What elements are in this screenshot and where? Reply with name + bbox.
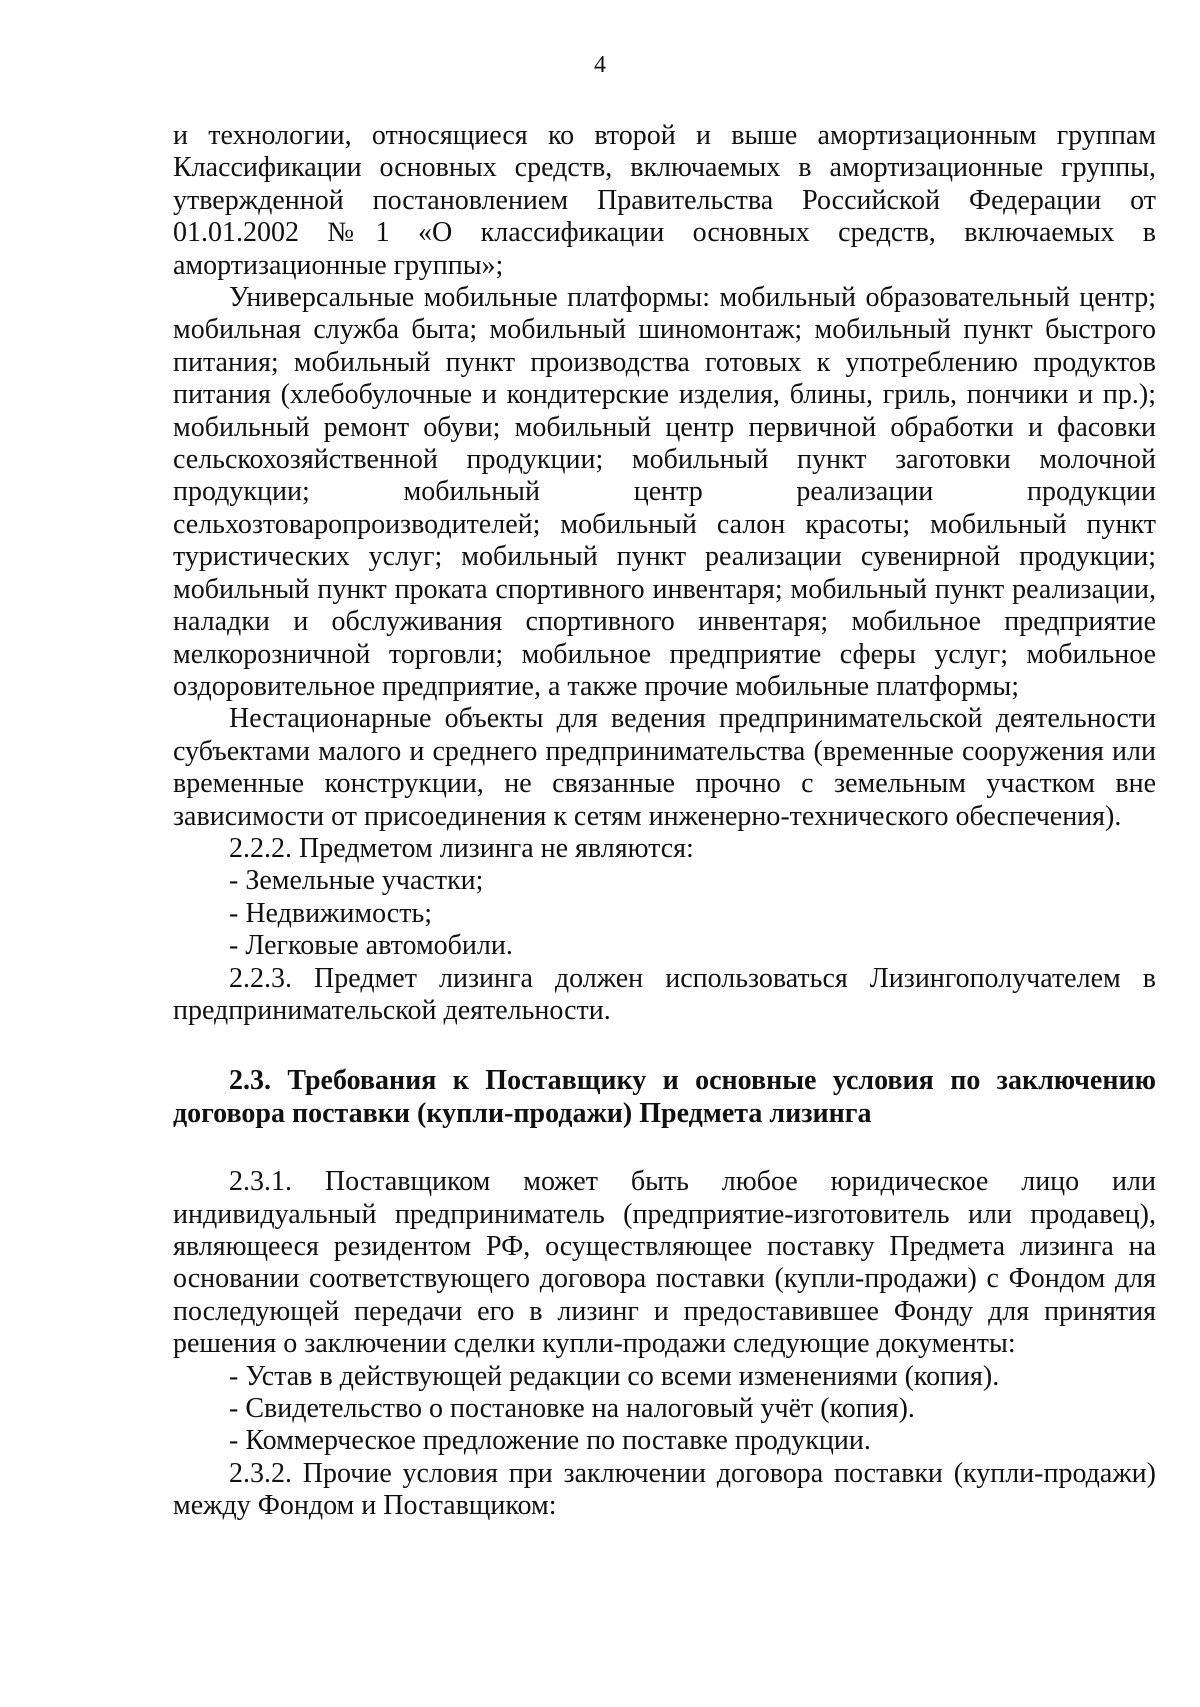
list-item-document: - Устав в действующей редакции со всеми изменениями (копия).	[229, 1360, 1000, 1392]
page-number: 4	[594, 52, 606, 78]
document-body	[173, 120, 1156, 1523]
paragraph-2-3-2: 2.3.2. Прочие условия при заключении договора поставки (купли-продажи) между Фондом и Поставщиком:	[173, 1457, 1156, 1522]
paragraph-2-2-2: 2.2.2. Предметом лизинга не являются:	[229, 832, 694, 864]
section-heading-2-3: 2.3. Требования к Поставщику и основные условия по заключению договора поставки (купли-продажи) Предмета лизинга	[173, 1065, 1156, 1129]
paragraph-nonstationary-objects: Нестационарные объекты для ведения предпринимательской деятельности субъектами малого и среднего предпринимательства (временные сооружения или временные конструкции, не связанные прочно с земельным участком вне зависимости от присоединения к сетям инженерно-технического обеспечения).	[173, 703, 1156, 832]
list-item-document: - Свидетельство о постановке на налоговый учёт (копия).	[229, 1393, 915, 1425]
list-item-exclusion: - Легковые автомобили.	[229, 930, 513, 962]
list-item-document: - Коммерческое предложение по поставке продукции.	[229, 1425, 871, 1457]
paragraph-2-2-3: 2.2.3. Предмет лизинга должен использоваться Лизингополучателем в предпринимательской деятельности.	[173, 962, 1156, 1026]
list-item-exclusion: - Земельные участки;	[229, 865, 484, 897]
paragraph-2-3-1: 2.3.1. Поставщиком может быть любое юридическое лицо или индивидуальный предприниматель (предприятие-изготовитель или продавец), являющееся резидентом РФ, осуществляющее поставку Предмета лизинга на основании соответствующего договора поставки (купли-продажи) с Фондом для последующей передачи его в лизинг и предоставившее Фонду для принятия решения о заключении сделки купли-продажи следующие документы:	[173, 1166, 1156, 1360]
paragraph-technologies: и технологии, относящиеся ко второй и выше амортизационным группам Классификации основных средств, включаемых в амортизационные группы, утвержденной постановлением Правительства Российской Федерации от 01.01.2002 №1 «О классификации основных средств, включаемых в амортизационные группы»;	[173, 120, 1156, 281]
paragraph-mobile-platforms: Универсальные мобильные платформы: мобильный образовательный центр; мобильная служба быта; мобильный шиномонтаж; мобильный пункт быстрого питания; мобильный пункт производства готовых к употреблению продуктов питания (хлебобулочные и кондитерские изделия, блины, гриль, пончики и пр.); мобильный ремонт обуви; мобильный центр первичной обработки и фасовки сельскохозяйственной продукции; мобильный пункт заготовки молочной продукции; мобильный центр реализации продукции сельхозтоваропроизводителей; мобильный салон красоты; мобильный пункт туристических услуг; мобильный пункт реализации сувенирной продукции; мобильный пункт проката спортивного инвентаря; мобильный пункт реализации, наладки и обслуживания спортивного инвентаря; мобильное предприятие мелкорозничной торговли; мобильное предприятие сферы услуг; мобильное оздоровительное предприятие, а также прочие мобильные платформы;	[173, 282, 1156, 702]
list-item-exclusion: - Недвижимость;	[229, 897, 433, 929]
